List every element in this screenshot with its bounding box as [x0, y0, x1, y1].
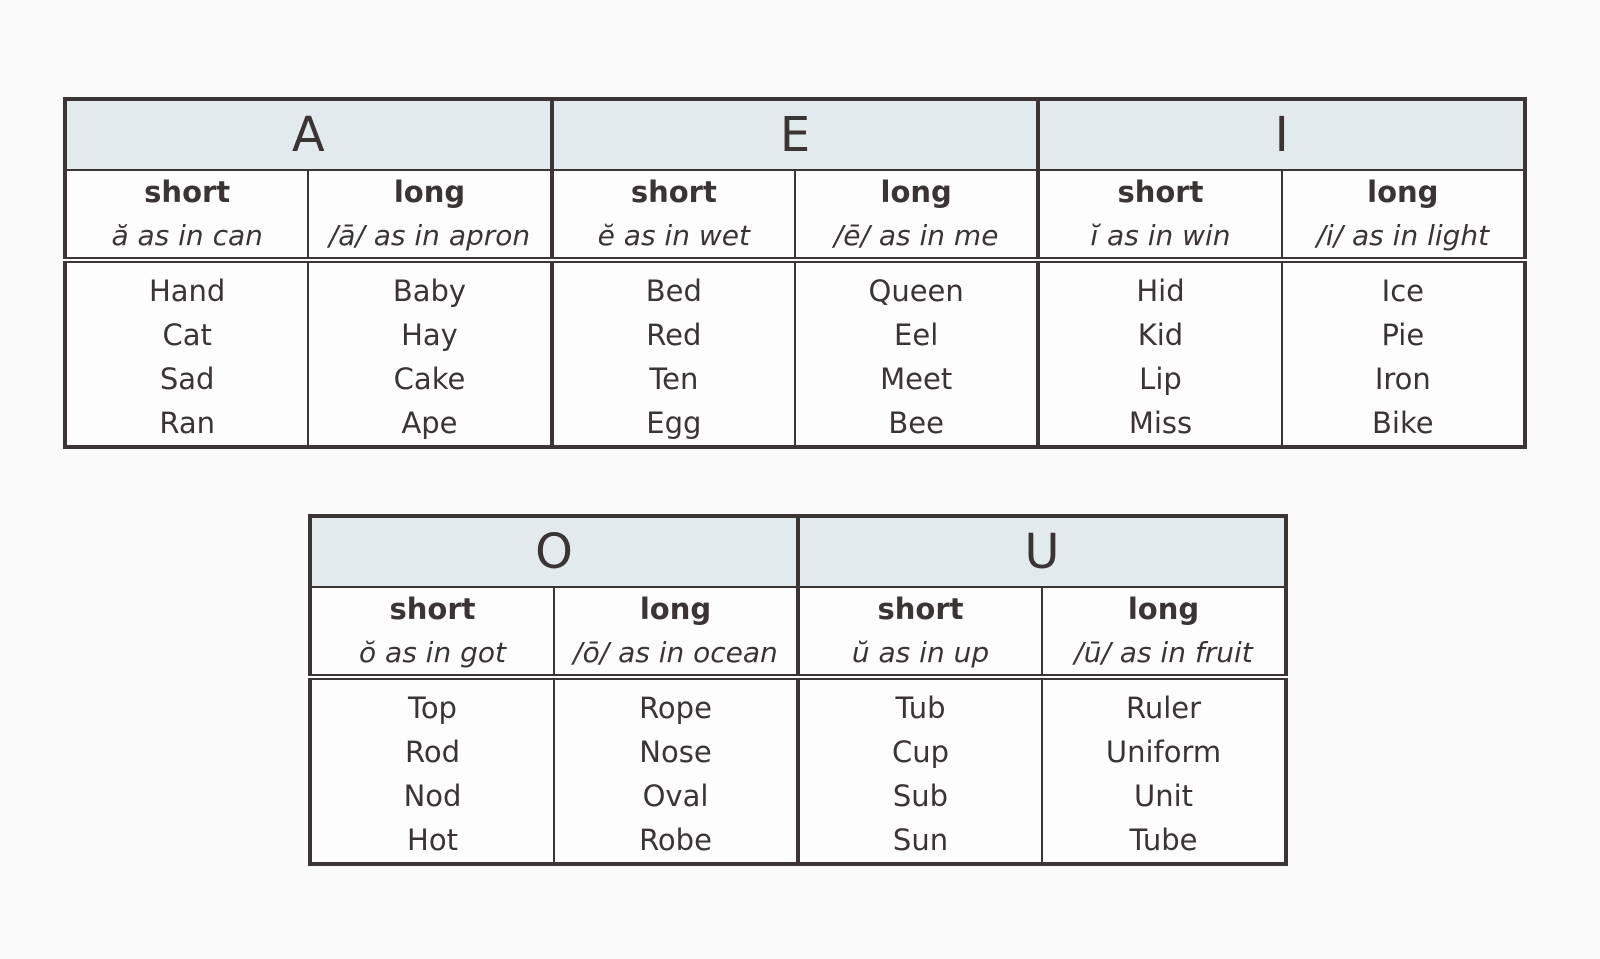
- word: Kid: [1137, 318, 1184, 352]
- word: Nose: [639, 735, 712, 769]
- letter-header-row: [65, 99, 1525, 170]
- word: Rope: [639, 691, 712, 725]
- column-example: /ō/ as in ocean: [573, 636, 778, 669]
- column-example: /ē/ as in me: [833, 219, 999, 252]
- word-list-a-long: [308, 260, 551, 447]
- word: Sun: [892, 823, 949, 857]
- word: Hot: [407, 823, 458, 857]
- vowel-table-o-u: [308, 514, 1288, 866]
- word: Hand: [148, 274, 226, 308]
- word-list-u-long: [1042, 677, 1286, 864]
- column-title: short: [144, 175, 231, 209]
- column-header-i-long: [1282, 170, 1525, 260]
- letter-header-i: I: [1038, 99, 1525, 170]
- word-row: [310, 677, 1286, 864]
- word: Red: [646, 318, 702, 352]
- word-list-e-short: [552, 260, 795, 447]
- word-list-u-short: [798, 677, 1042, 864]
- word-list-i-short: [1038, 260, 1281, 447]
- word: Bee: [888, 406, 944, 440]
- word: Meet: [880, 362, 953, 396]
- word: Top: [408, 691, 457, 725]
- column-example: ŏ as in got: [359, 636, 506, 669]
- word-list-o-short: [310, 677, 554, 864]
- column-example: /ā/ as in apron: [328, 219, 531, 252]
- column-title: long: [1367, 175, 1439, 209]
- word: Ice: [1381, 274, 1424, 308]
- word: Sub: [892, 779, 949, 813]
- word: Sad: [159, 362, 215, 396]
- word-row: [65, 260, 1525, 447]
- word: Cat: [162, 318, 212, 352]
- word: Baby: [392, 274, 467, 308]
- column-header-a-long: [308, 170, 551, 260]
- column-header-a-short: [65, 170, 308, 260]
- letter-header-o: O: [310, 516, 798, 587]
- column-example: ĕ as in wet: [597, 219, 750, 252]
- word: Ape: [401, 406, 458, 440]
- word: Hid: [1136, 274, 1185, 308]
- word: Pie: [1381, 318, 1425, 352]
- word: Oval: [642, 779, 709, 813]
- word: Cake: [393, 362, 466, 396]
- word-list-a-short: [65, 260, 308, 447]
- column-header-row: [65, 170, 1525, 260]
- column-header-u-long: [1042, 587, 1286, 677]
- word: Ruler: [1125, 691, 1202, 725]
- word-list-o-long: [554, 677, 798, 864]
- column-header-u-short: [798, 587, 1042, 677]
- column-example: ĭ as in win: [1090, 219, 1231, 252]
- column-title: short: [389, 592, 476, 626]
- word: Egg: [646, 406, 702, 440]
- word: Bed: [645, 274, 702, 308]
- column-title: short: [630, 175, 717, 209]
- word: Queen: [868, 274, 964, 308]
- word: Eel: [894, 318, 939, 352]
- column-title: long: [393, 175, 466, 209]
- word: Bike: [1372, 406, 1434, 440]
- column-header-o-short: [310, 587, 554, 677]
- column-example: ă as in can: [111, 219, 263, 252]
- column-title: long: [639, 592, 712, 626]
- column-header-e-long: [795, 170, 1038, 260]
- word: Nod: [403, 779, 462, 813]
- vowel-table-a-e-i: [63, 97, 1527, 449]
- letter-header-a: A: [65, 99, 552, 170]
- column-title: short: [1117, 175, 1204, 209]
- word-list-e-long: [795, 260, 1038, 447]
- column-title: long: [880, 175, 952, 209]
- word: Unit: [1133, 779, 1194, 813]
- word: Tube: [1129, 823, 1198, 857]
- letter-header-row: [310, 516, 1286, 587]
- column-title: long: [1127, 592, 1200, 626]
- word-list-i-long: [1282, 260, 1525, 447]
- word: Ten: [649, 362, 699, 396]
- letter-header-u: U: [798, 516, 1286, 587]
- word: Ran: [159, 406, 215, 440]
- word: Uniform: [1105, 735, 1222, 769]
- word: Lip: [1139, 362, 1182, 396]
- word: Miss: [1128, 406, 1193, 440]
- column-title: short: [877, 592, 964, 626]
- column-header-o-long: [554, 587, 798, 677]
- word: Iron: [1374, 362, 1431, 396]
- column-example: /ū/ as in fruit: [1074, 636, 1253, 669]
- word: Hay: [401, 318, 458, 352]
- column-example: ŭ as in up: [851, 636, 990, 669]
- column-header-row: [310, 587, 1286, 677]
- word: Tub: [895, 691, 946, 725]
- word: Rod: [405, 735, 460, 769]
- column-example: /i/ as in light: [1316, 219, 1490, 252]
- word: Cup: [891, 735, 950, 769]
- column-header-e-short: [552, 170, 795, 260]
- letter-header-e: E: [552, 99, 1039, 170]
- column-header-i-short: [1038, 170, 1281, 260]
- word: Robe: [639, 823, 712, 857]
